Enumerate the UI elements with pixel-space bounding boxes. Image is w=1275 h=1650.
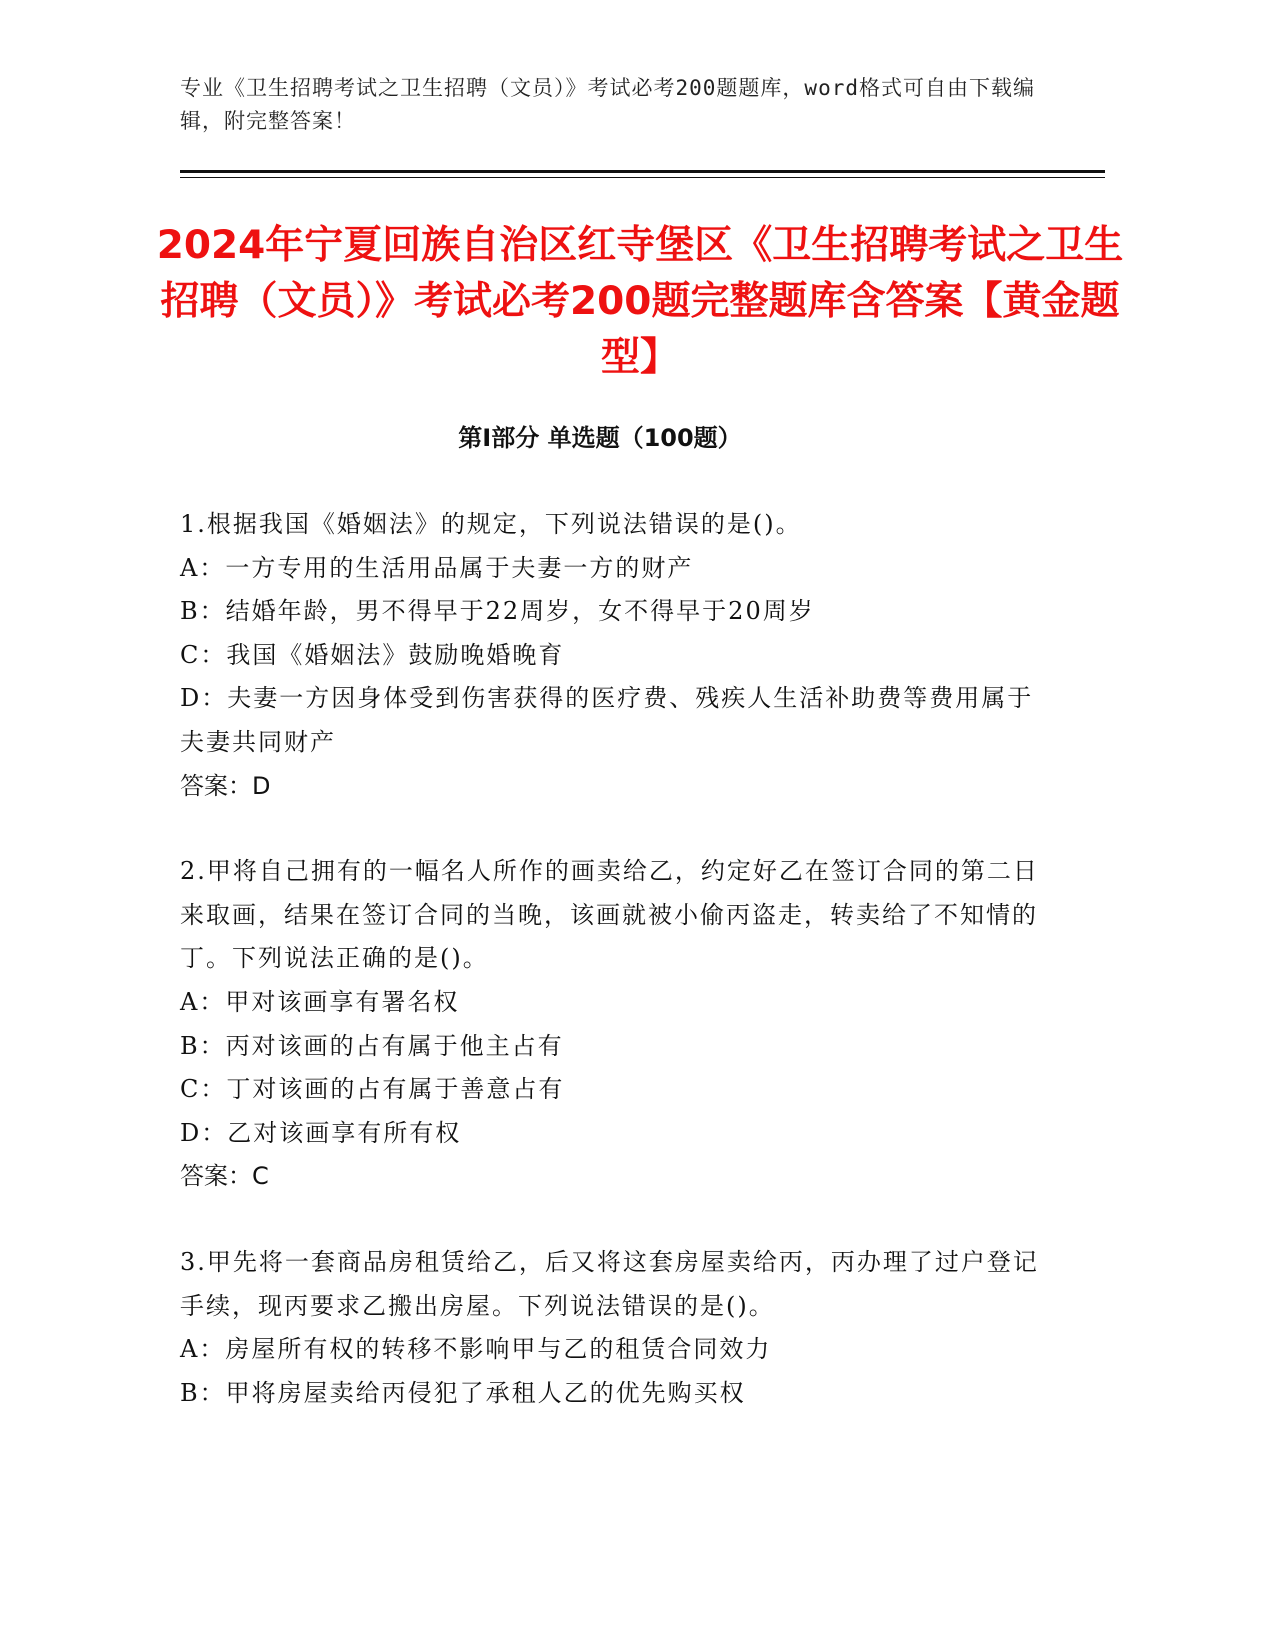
question-list	[180, 503, 1040, 1457]
answer-label: 答案：C	[180, 1162, 269, 1191]
option-b: B：丙对该画的占有属于他主占有	[180, 1031, 564, 1060]
header-rule-thick	[180, 170, 1105, 173]
option-c: C：我国《婚姻法》鼓励晚婚晚育	[180, 640, 565, 669]
question-1	[180, 503, 1040, 808]
question-stem: 2.甲将自己拥有的一幅名人所作的画卖给乙，约定好乙在签订合同的第二日来取画，结果在签订合同的当晚，该画就被小偷丙盗走，转卖给了不知情的丁。下列说法正确的是()。	[180, 857, 1039, 973]
question-2	[180, 850, 1040, 1199]
option-c: C：丁对该画的占有属于善意占有	[180, 1075, 565, 1104]
section-heading: 第I部分 单选题（100题）	[458, 424, 742, 452]
question-stem: 3.甲先将一套商品房租赁给乙，后又将这套房屋卖给丙，丙办理了过户登记手续，现丙要求乙搬出房屋。下列说法错误的是()。	[180, 1247, 1039, 1320]
document-title: 2024年宁夏回族自治区红寺堡区《卫生招聘考试之卫生招聘（文员）》考试必考200题完整题库含答案【黄金题型】	[156, 223, 1124, 380]
option-b: B：结婚年龄，男不得早于22周岁，女不得早于20周岁	[180, 597, 815, 626]
option-a: A：房屋所有权的转移不影响甲与乙的租赁合同效力	[180, 1335, 772, 1364]
option-d: D：乙对该画享有所有权	[180, 1118, 462, 1147]
option-b: B：甲将房屋卖给丙侵犯了承租人乙的优先购买权	[180, 1378, 746, 1407]
header-note: 专业《卫生招聘考试之卫生招聘（文员）》考试必考200题题库，word格式可自由下载编辑，附完整答案！	[180, 76, 1035, 133]
answer-label: 答案：D	[180, 771, 271, 800]
question-3	[180, 1241, 1040, 1415]
option-a: A：甲对该画享有署名权	[180, 987, 460, 1016]
header-rule-thin	[180, 177, 1105, 178]
option-a: A：一方专用的生活用品属于夫妻一方的财产	[180, 553, 694, 582]
question-stem: 1.根据我国《婚姻法》的规定，下列说法错误的是()。	[180, 510, 802, 538]
option-d: D：夫妻一方因身体受到伤害获得的医疗费、残疾人生活补助费等费用属于夫妻共同财产	[180, 684, 1034, 756]
